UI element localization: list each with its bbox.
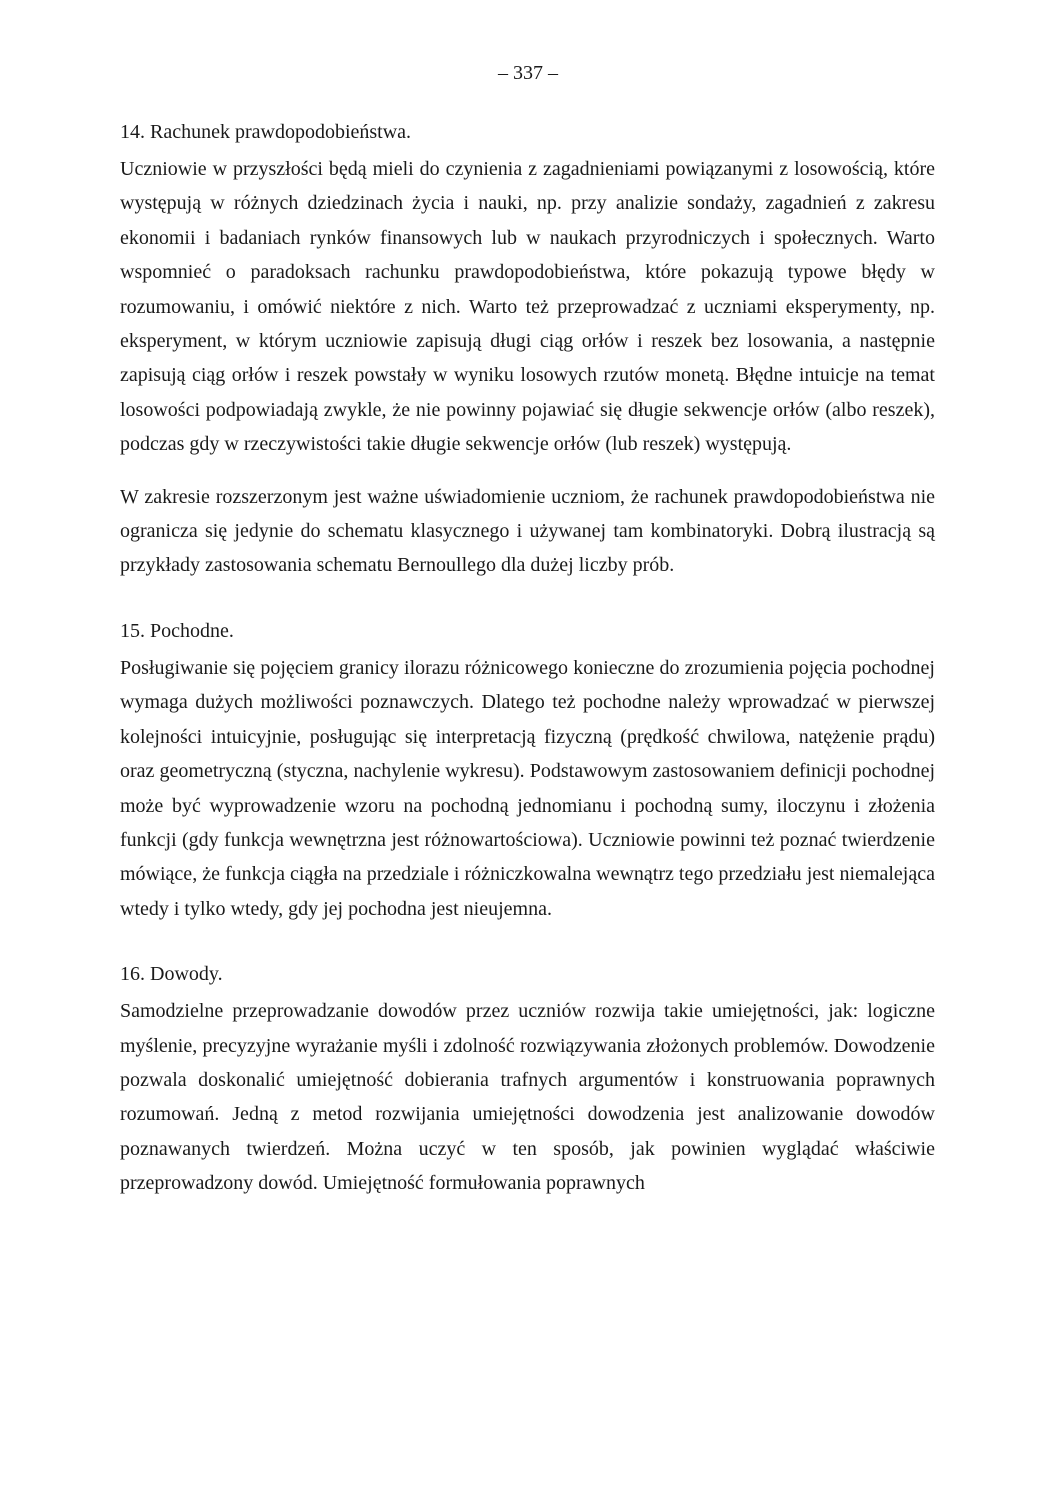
page-number: – 337 – xyxy=(498,62,558,84)
section-heading: 15. Pochodne. xyxy=(120,619,234,642)
section-14-probability xyxy=(120,118,935,583)
paragraph: W zakresie rozszerzonym jest ważne uświadomienie uczniom, że rachunek prawdopodobieństwa nie ogranicza się jedynie do schematu klasycznego i używanej tam kombinatoryki. Dobrą ilustracją są przykłady zastosowania schematu Bernoullego dla dużej liczby prób. xyxy=(120,485,935,577)
section-heading: 14. Rachunek prawdopodobieństwa. xyxy=(120,121,412,143)
section-15-derivatives xyxy=(120,617,935,926)
paragraph: Posługiwanie się pojęciem granicy ilorazu różnicowego konieczne do zrozumienia pojęcia pochodnej wymaga dużych możliwości poznawczych. Dlatego też pochodne należy wprowadzać w pierwszej kolejności intuicyjnie, posługując się interpretacją fizyczną (prędkość chwilowa, natężenie prądu) oraz geometryczną (styczna, nachylenie wykresu). Podstawowym zastosowaniem definicji pochodnej może być wyprowadzenie wzoru na pochodną jednomianu i pochodną sumy, iloczynu i złożenia funkcji (gdy funkcja wewnętrzna jest różnowartościowa). Uczniowie powinni też poznać twierdzenie mówiące, że funkcja ciągła na przedziale i różniczkowalna wewnątrz tego przedziału jest niemalejąca wtedy i tylko wtedy, gdy jej pochodna jest nieujemna. xyxy=(120,656,935,920)
document-body xyxy=(120,118,935,1201)
paragraph: Samodzielne przeprowadzanie dowodów przez uczniów rozwija takie umiejętności, jak: logiczne myślenie, precyzyjne wyrażanie myśli i zdolność rozwiązywania złożonych problemów. Dowodzenie pozwala doskonalić umiejętność dobierania trafnych argumentów i konstruowania poprawnych rozumowań. Jedną z metod rozwijania umiejętności dowodzenia jest analizowanie dowodów poznawanych twierdzeń. Można uczyć w ten sposób, jak powinien wyglądać właściwie przeprowadzony dowód. Umiejętność formułowania poprawnych xyxy=(120,1000,935,1195)
paragraph: Uczniowie w przyszłości będą mieli do czynienia z zagadnieniami powiązanymi z losowością, które występują w różnych dziedzinach życia i nauki, np. przy analizie sondaży, zagadnień z zakresu ekonomii i badaniach rynków finansowych lub w naukach przyrodniczych i społecznych. Warto wspomnieć o paradoksach rachunku prawdopodobieństwa, które pokazują typowe błędy w rozumowaniu, i omówić niektóre z nich. Warto też przeprowadzać z uczniami eksperymenty, np. eksperyment, w którym uczniowie zapisują długi ciąg orłów i reszek bez losowania, a następnie zapisują ciąg orłów i reszek powstały w wyniku losowych rzutów monetą. Błędne intuicje na temat losowości podpowiadają zwykle, że nie powinny pojawiać się długie sekwencje orłów (albo reszek), podczas gdy w rzeczywistości takie długie sekwencje orłów (lub reszek) występują. xyxy=(120,158,935,456)
section-heading: 16. Dowody. xyxy=(120,963,223,986)
section-16-proofs xyxy=(120,960,935,1200)
